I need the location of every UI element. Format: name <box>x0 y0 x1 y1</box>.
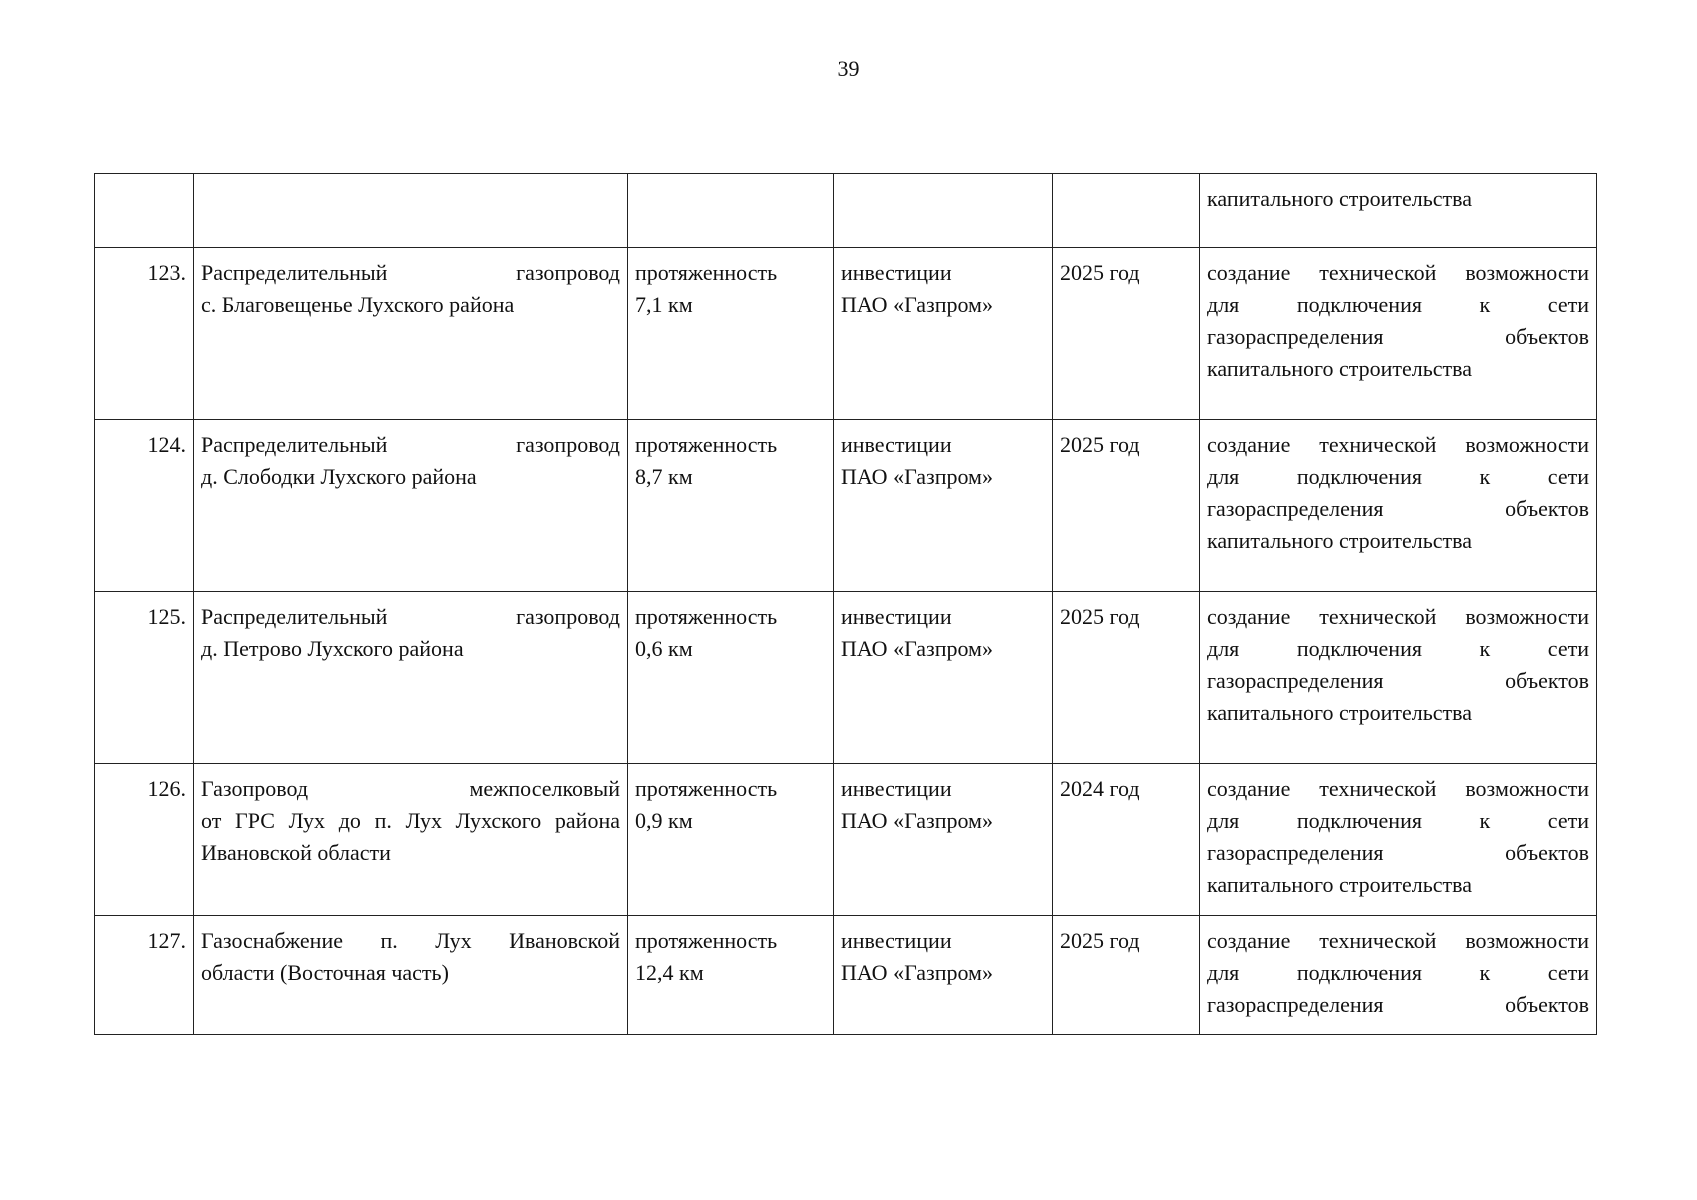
year-value: 2025 год <box>1060 260 1140 285</box>
purpose-line: капитального строительства <box>1207 186 1473 211</box>
purpose-line: для подключения к сети <box>1207 960 1589 985</box>
cell-purpose <box>1200 764 1597 916</box>
cell-purpose <box>1200 174 1597 248</box>
cell-length <box>628 174 834 248</box>
year-value: 2024 год <box>1060 776 1140 801</box>
length-label: протяженность <box>635 604 778 629</box>
row-number: 124. <box>147 432 186 457</box>
cell-year <box>1053 174 1200 248</box>
purpose-line: капитального строительства <box>1207 872 1473 897</box>
source-line: инвестиции <box>841 260 952 285</box>
purpose-line: для подключения к сети <box>1207 464 1589 489</box>
purpose-line: для подключения к сети <box>1207 808 1589 833</box>
table-row <box>95 248 1597 420</box>
cell-name <box>194 248 628 420</box>
source-line: ПАО «Газпром» <box>841 292 993 317</box>
source-line: ПАО «Газпром» <box>841 808 993 833</box>
length-value: 0,9 км <box>635 808 693 833</box>
cell-name <box>194 174 628 248</box>
cell-number <box>95 174 194 248</box>
purpose-line: газораспределения объектов <box>1207 992 1589 1017</box>
cell-name <box>194 592 628 764</box>
cell-year <box>1053 764 1200 916</box>
year-value: 2025 год <box>1060 928 1140 953</box>
cell-length <box>628 764 834 916</box>
cell-length <box>628 248 834 420</box>
year-value: 2025 год <box>1060 604 1140 629</box>
cell-source <box>834 174 1053 248</box>
length-label: протяженность <box>635 432 778 457</box>
purpose-line: создание технической возможности <box>1207 604 1589 629</box>
cell-year <box>1053 592 1200 764</box>
objects-table <box>94 173 1597 1035</box>
row-number: 123. <box>147 260 186 285</box>
cell-number <box>95 420 194 592</box>
cell-purpose <box>1200 420 1597 592</box>
cell-purpose <box>1200 592 1597 764</box>
name-line: Распределительный газопровод <box>201 604 620 629</box>
cell-source <box>834 248 1053 420</box>
table-row <box>95 916 1597 1035</box>
cell-number <box>95 248 194 420</box>
name-line: д. Слободки Лухского района <box>201 464 477 489</box>
purpose-line: газораспределения объектов <box>1207 668 1589 693</box>
cell-year <box>1053 420 1200 592</box>
row-number: 125. <box>147 604 186 629</box>
year-value: 2025 год <box>1060 432 1140 457</box>
name-line: с. Благовещенье Лухского района <box>201 292 515 317</box>
purpose-line: создание технической возможности <box>1207 928 1589 953</box>
length-value: 12,4 км <box>635 960 704 985</box>
table-row-continuation <box>95 174 1597 248</box>
cell-year <box>1053 248 1200 420</box>
cell-number <box>95 592 194 764</box>
cell-purpose <box>1200 916 1597 1035</box>
purpose-line: газораспределения объектов <box>1207 324 1589 349</box>
name-line: от ГРС Лух до п. Лух Лухского района <box>201 808 620 833</box>
length-value: 7,1 км <box>635 292 693 317</box>
length-value: 0,6 км <box>635 636 693 661</box>
name-line: Газопровод межпоселковый <box>201 776 620 801</box>
name-line: Распределительный газопровод <box>201 432 620 457</box>
source-line: инвестиции <box>841 432 952 457</box>
purpose-line: капитального строительства <box>1207 528 1473 553</box>
source-line: инвестиции <box>841 604 952 629</box>
cell-source <box>834 420 1053 592</box>
source-line: инвестиции <box>841 776 952 801</box>
page-number: 39 <box>837 56 860 81</box>
length-label: протяженность <box>635 776 778 801</box>
table-row <box>95 592 1597 764</box>
purpose-line: газораспределения объектов <box>1207 496 1589 521</box>
purpose-line: создание технической возможности <box>1207 432 1589 457</box>
cell-length <box>628 916 834 1035</box>
source-line: ПАО «Газпром» <box>841 960 993 985</box>
source-line: инвестиции <box>841 928 952 953</box>
cell-number <box>95 764 194 916</box>
length-label: протяженность <box>635 928 778 953</box>
purpose-line: создание технической возможности <box>1207 776 1589 801</box>
cell-length <box>628 592 834 764</box>
cell-source <box>834 916 1053 1035</box>
cell-name <box>194 916 628 1035</box>
purpose-line: газораспределения объектов <box>1207 840 1589 865</box>
name-line: Газоснабжение п. Лух Ивановской <box>201 928 620 953</box>
name-line: д. Петрово Лухского района <box>201 636 464 661</box>
purpose-line: капитального строительства <box>1207 700 1473 725</box>
row-number: 126. <box>147 776 186 801</box>
table-row <box>95 420 1597 592</box>
row-number: 127. <box>147 928 186 953</box>
cell-year <box>1053 916 1200 1035</box>
purpose-line: создание технической возможности <box>1207 260 1589 285</box>
name-line: Ивановской области <box>201 840 391 865</box>
source-line: ПАО «Газпром» <box>841 464 993 489</box>
purpose-line: для подключения к сети <box>1207 292 1589 317</box>
source-line: ПАО «Газпром» <box>841 636 993 661</box>
name-line: области (Восточная часть) <box>201 960 449 985</box>
cell-name <box>194 420 628 592</box>
cell-source <box>834 592 1053 764</box>
table-row <box>95 764 1597 916</box>
cell-purpose <box>1200 248 1597 420</box>
purpose-line: для подключения к сети <box>1207 636 1589 661</box>
length-label: протяженность <box>635 260 778 285</box>
purpose-line: капитального строительства <box>1207 356 1473 381</box>
cell-number <box>95 916 194 1035</box>
name-line: Распределительный газопровод <box>201 260 620 285</box>
cell-source <box>834 764 1053 916</box>
length-value: 8,7 км <box>635 464 693 489</box>
cell-length <box>628 420 834 592</box>
cell-name <box>194 764 628 916</box>
